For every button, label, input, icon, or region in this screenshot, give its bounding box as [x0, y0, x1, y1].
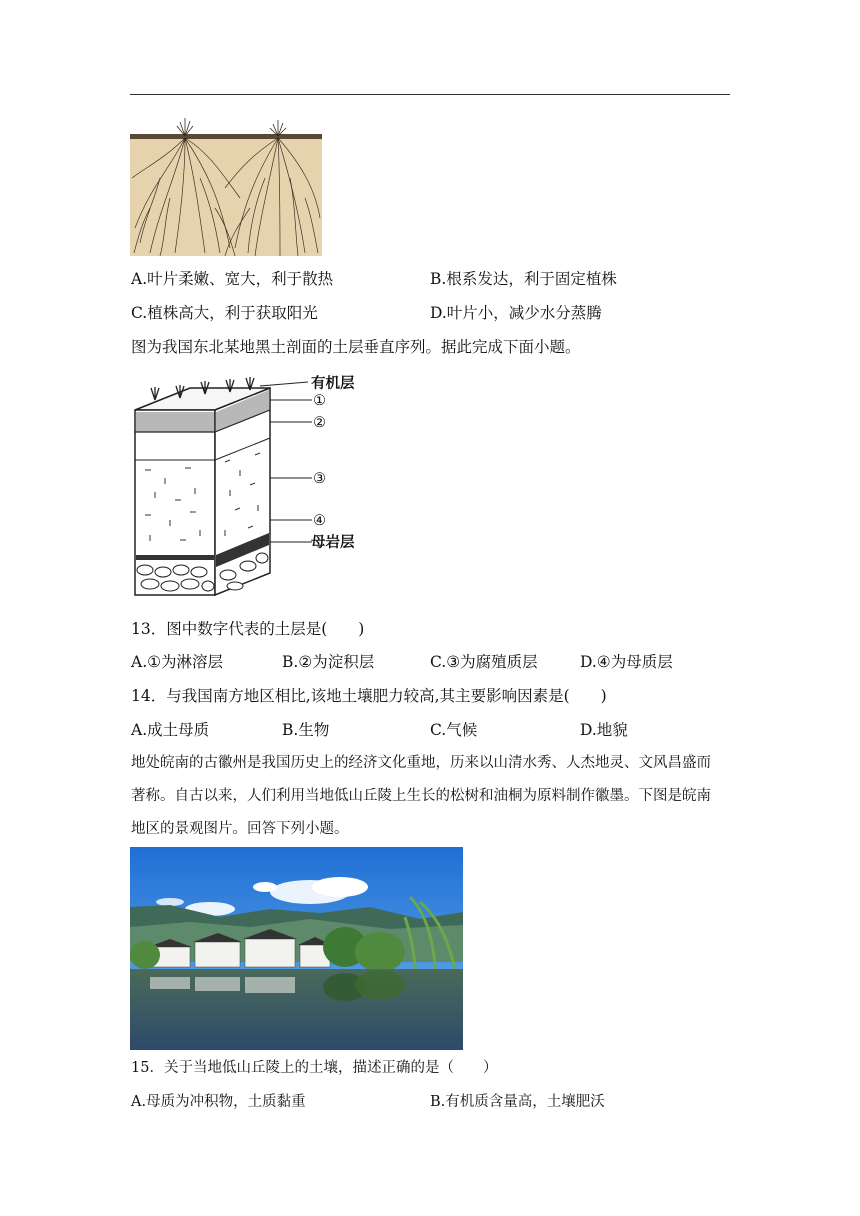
q13-stem: 13．图中数字代表的土层是( ) — [131, 620, 365, 638]
label-organic-layer: 有机层 — [311, 376, 355, 392]
q12-option-c[interactable]: C.植株高大，利于获取阳光 — [131, 304, 318, 322]
q14-option-a[interactable]: A.成土母质 — [131, 721, 210, 739]
q12-option-d[interactable]: D.叶片小，减少水分蒸腾 — [430, 304, 602, 322]
q14-stem: 14．与我国南方地区相比,该地土壤肥力较高,其主要影响因素是( ) — [131, 687, 607, 705]
landscape-photo — [130, 847, 463, 1050]
q14-option-d[interactable]: D.地貌 — [580, 721, 628, 739]
label-layer-3: ③ — [313, 471, 326, 487]
soil-intro: 图为我国东北某地黑土剖面的土层垂直序列。据此完成下面小题。 — [131, 338, 581, 356]
q15-option-a[interactable]: A.母质为冲积物，土质黏重 — [131, 1094, 306, 1110]
label-layer-4: ④ — [313, 513, 326, 529]
q15-option-b[interactable]: B.有机质含量高，土壤肥沃 — [430, 1094, 605, 1110]
q13-option-b[interactable]: B.②为淀积层 — [282, 653, 375, 671]
grass-roots-figure — [130, 118, 322, 256]
q12-option-b[interactable]: B.根系发达，利于固定植株 — [430, 270, 617, 288]
q15-stem: 15．关于当地低山丘陵上的土壤，描述正确的是（ ） — [131, 1060, 498, 1076]
q13-option-d[interactable]: D.④为母质层 — [580, 653, 673, 671]
label-bedrock: 母岩层 — [311, 535, 355, 551]
label-layer-2: ② — [313, 415, 326, 431]
passage-line-1: 地处皖南的古徽州是我国历史上的经济文化重地，历来以山清水秀、人杰地灵、文风昌盛而 — [131, 755, 711, 771]
q14-option-b[interactable]: B.生物 — [282, 721, 330, 739]
q12-option-a[interactable]: A.叶片柔嫩、宽大，利于散热 — [131, 270, 334, 288]
header-rule — [130, 94, 730, 95]
label-layer-1: ① — [313, 393, 326, 409]
q14-option-c[interactable]: C.气候 — [430, 721, 478, 739]
q13-option-a[interactable]: A.①为淋溶层 — [131, 653, 224, 671]
passage-line-2: 著称。自古以来，人们利用当地低山丘陵上生长的松树和油桐为原料制作徽墨。下图是皖南 — [131, 788, 711, 804]
passage-line-3: 地区的景观图片。回答下列小题。 — [131, 821, 349, 837]
soil-profile-figure — [130, 370, 370, 602]
q13-option-c[interactable]: C.③为腐殖质层 — [430, 653, 538, 671]
